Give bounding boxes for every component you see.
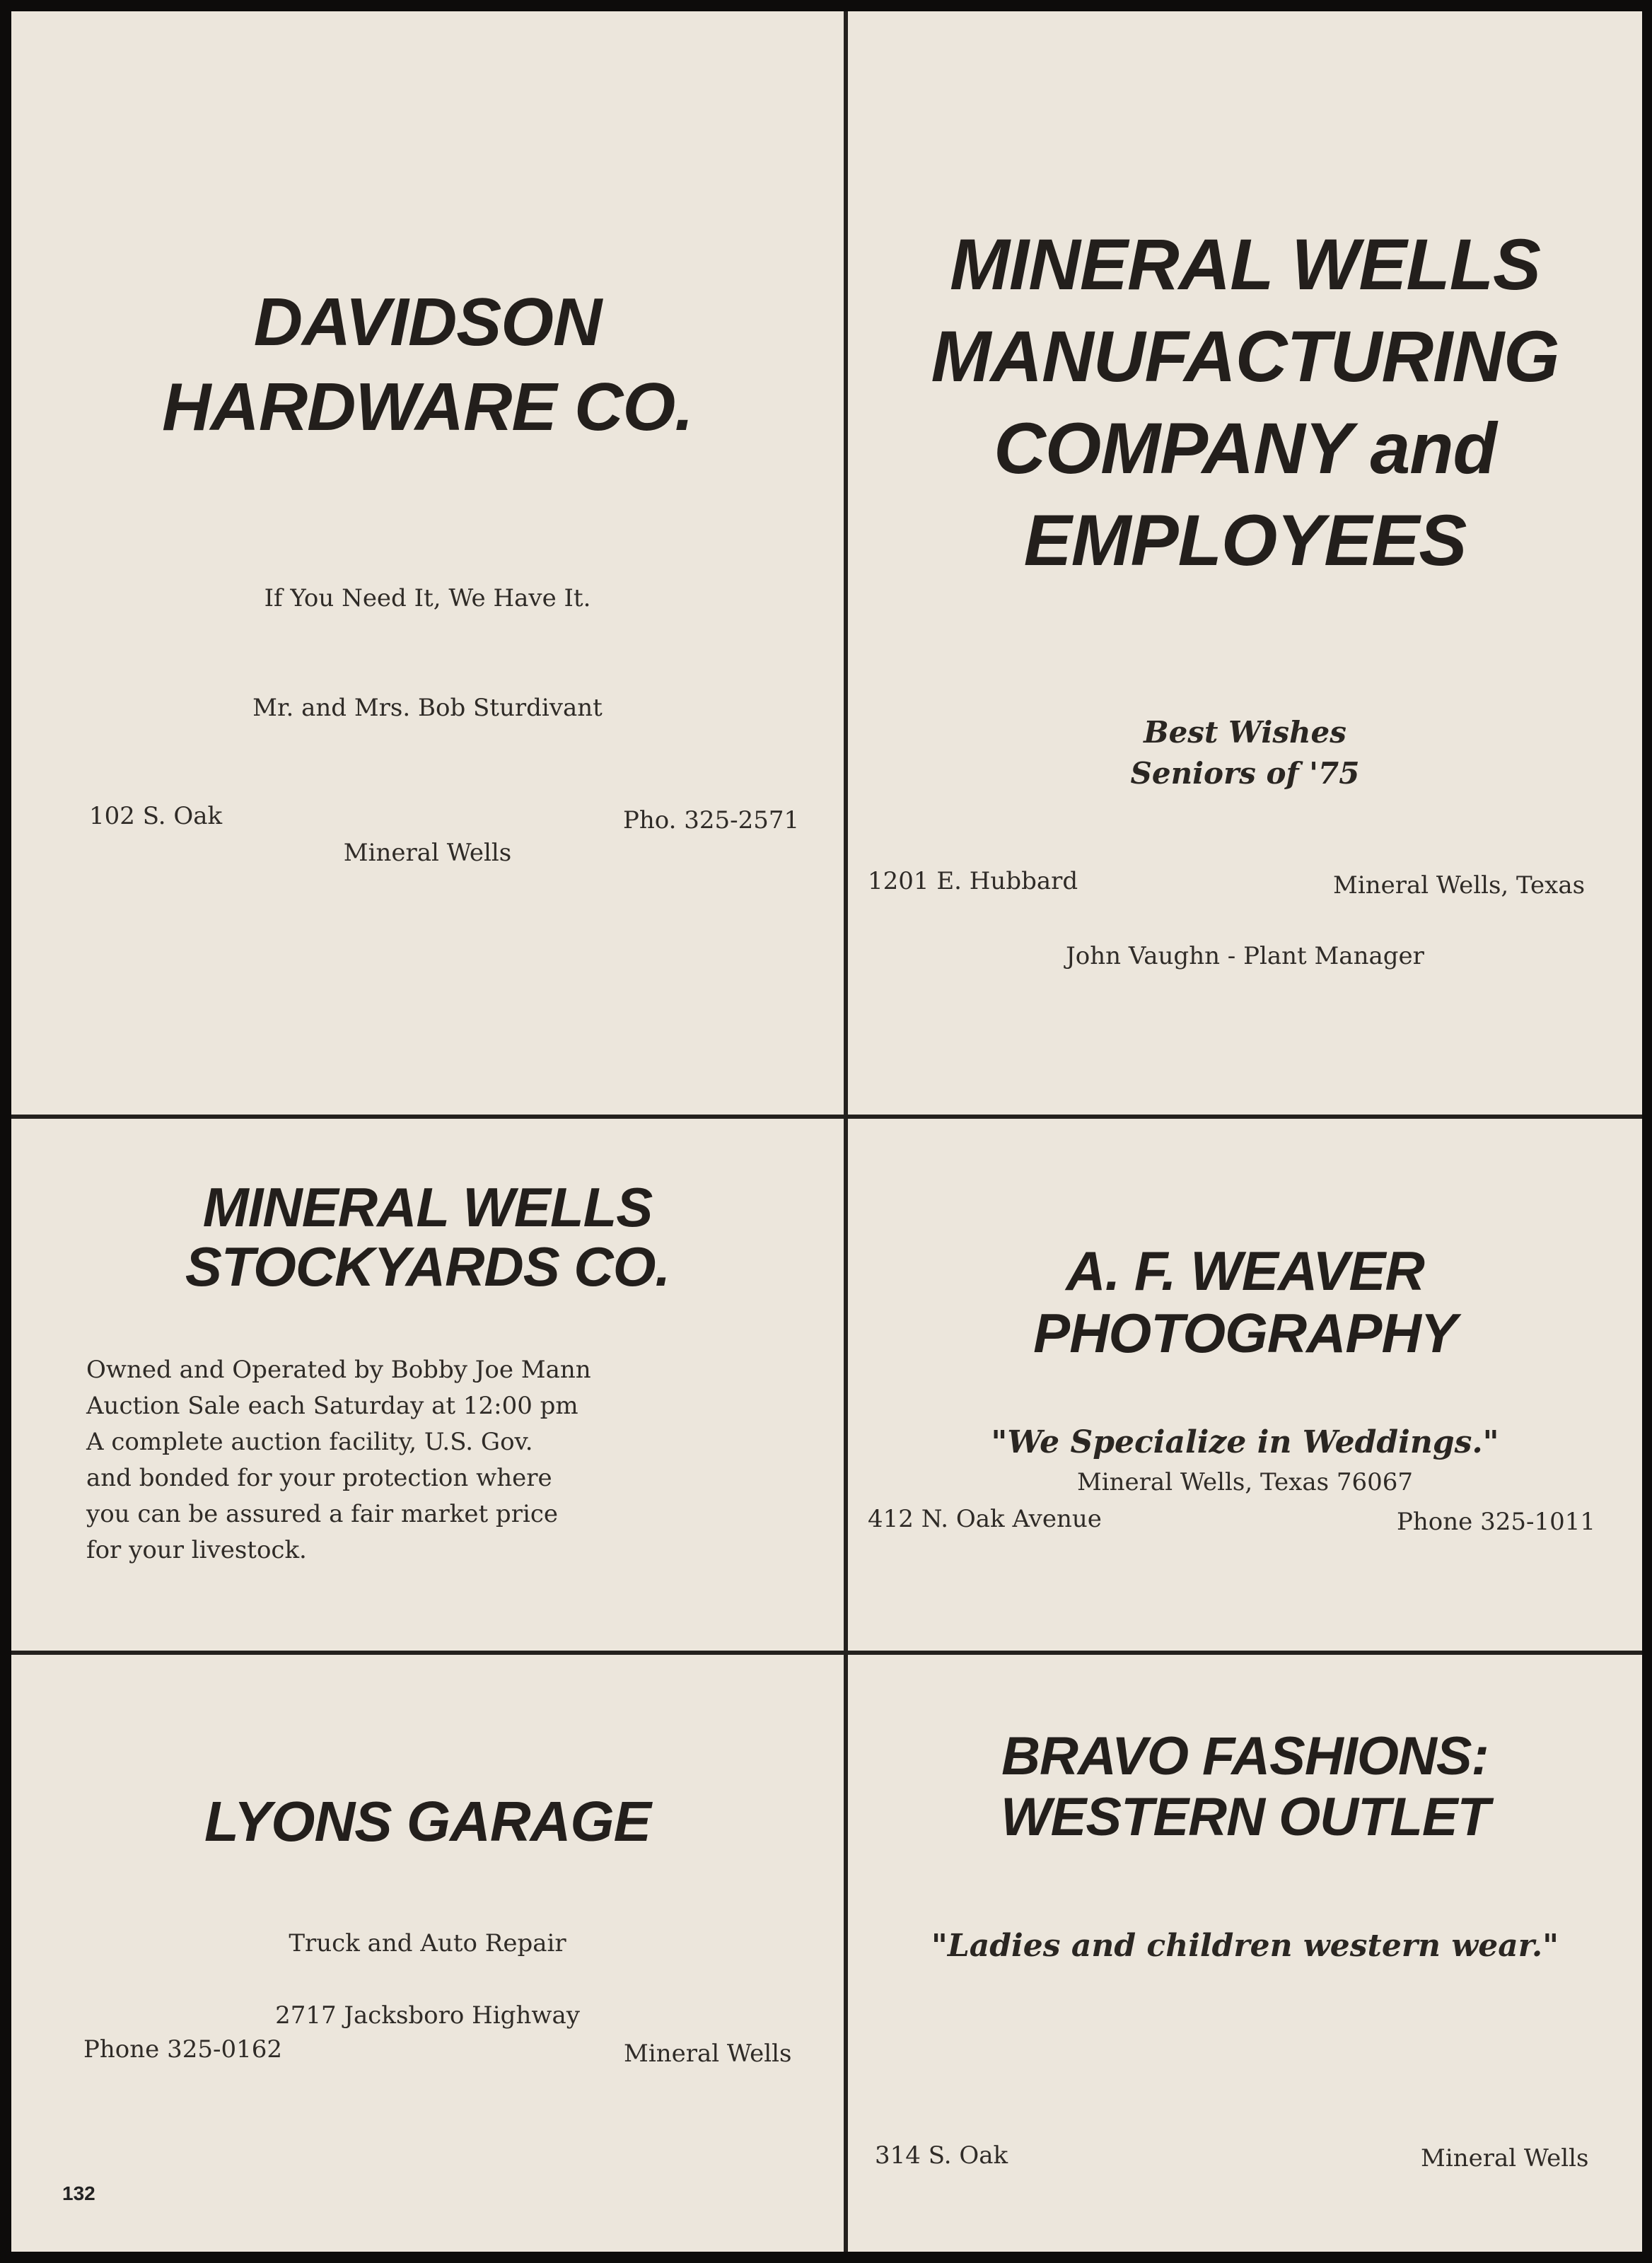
ad-address: 412 N. Oak Avenue (868, 1505, 1102, 1533)
ad-description (86, 1352, 591, 1569)
ad-address: 102 S. Oak (89, 802, 223, 830)
ad-wish-line: Seniors of '75 (1130, 756, 1360, 791)
ad-davidson-hardware (11, 11, 844, 1115)
ad-mineral-wells-manufacturing (848, 11, 1642, 1115)
ad-title-line: BRAVO FASHIONS: (1001, 1726, 1489, 1786)
ad-description-line: and bonded for your protection where (86, 1464, 552, 1492)
ad-description-line: you can be assured a fair market price (86, 1500, 558, 1528)
ad-phone: Phone 325-0162 (83, 2035, 282, 2064)
ad-title-line: DAVIDSON (253, 284, 602, 360)
ad-title-line: MANUFACTURING (931, 316, 1559, 397)
ad-service: Truck and Auto Repair (289, 1929, 566, 1957)
ad-description-line: for your livestock. (86, 1536, 307, 1564)
ad-manager: John Vaughn - Plant Manager (1066, 942, 1424, 970)
ad-title-line: WESTERN OUTLET (1000, 1787, 1490, 1847)
ad-title-line: A. F. WEAVER (1066, 1240, 1424, 1302)
ad-slogan: If You Need It, We Have It. (264, 584, 591, 612)
ad-title-line: MINERAL WELLS (202, 1176, 653, 1238)
ad-title-line: STOCKYARDS CO. (185, 1235, 670, 1298)
ad-title-line: EMPLOYEES (1023, 500, 1467, 581)
ad-title-line: HARDWARE CO. (162, 369, 693, 445)
ad-address: 314 S. Oak (875, 2141, 1008, 2170)
ad-phone: Phone 325-1011 (1397, 1508, 1595, 1536)
ad-address: 1201 E. Hubbard (868, 867, 1078, 895)
ad-wish-line: Best Wishes (1144, 715, 1346, 750)
ad-slogan: "We Specialize in Weddings." (991, 1424, 1499, 1460)
ad-owners: Mr. and Mrs. Bob Sturdivant (252, 694, 603, 722)
ad-city: Mineral Wells, Texas (1333, 871, 1586, 900)
ad-description-line: A complete auction facility, U.S. Gov. (86, 1428, 533, 1456)
ad-af-weaver-photography (848, 1119, 1642, 1651)
page-number: 132 (62, 2182, 95, 2204)
ad-city: Mineral Wells, Texas 76067 (1076, 1468, 1414, 1496)
ad-description-line: Auction Sale each Saturday at 12:00 pm (86, 1392, 578, 1420)
ad-title: LYONS GARAGE (204, 1790, 651, 1853)
ad-mineral-wells-stockyards (11, 1119, 844, 1651)
ad-city: Mineral Wells (1421, 2144, 1589, 2172)
ad-slogan: "Ladies and children western wear." (931, 1928, 1559, 1964)
ad-title-line: MINERAL WELLS (949, 224, 1541, 305)
yearbook-ad-page (11, 11, 1642, 2252)
ad-title-line: PHOTOGRAPHY (1033, 1302, 1457, 1364)
ad-city: Mineral Wells (343, 839, 512, 867)
ad-city: Mineral Wells (624, 2040, 792, 2068)
ad-bravo-fashions (848, 1655, 1642, 2252)
ad-lyons-garage (11, 1655, 844, 2252)
ad-phone: Pho. 325-2571 (623, 806, 800, 834)
ad-address: 2717 Jacksboro Highway (275, 2001, 580, 2030)
ad-title-line: COMPANY and (994, 408, 1496, 489)
ad-description-line: Owned and Operated by Bobby Joe Mann (86, 1356, 591, 1384)
